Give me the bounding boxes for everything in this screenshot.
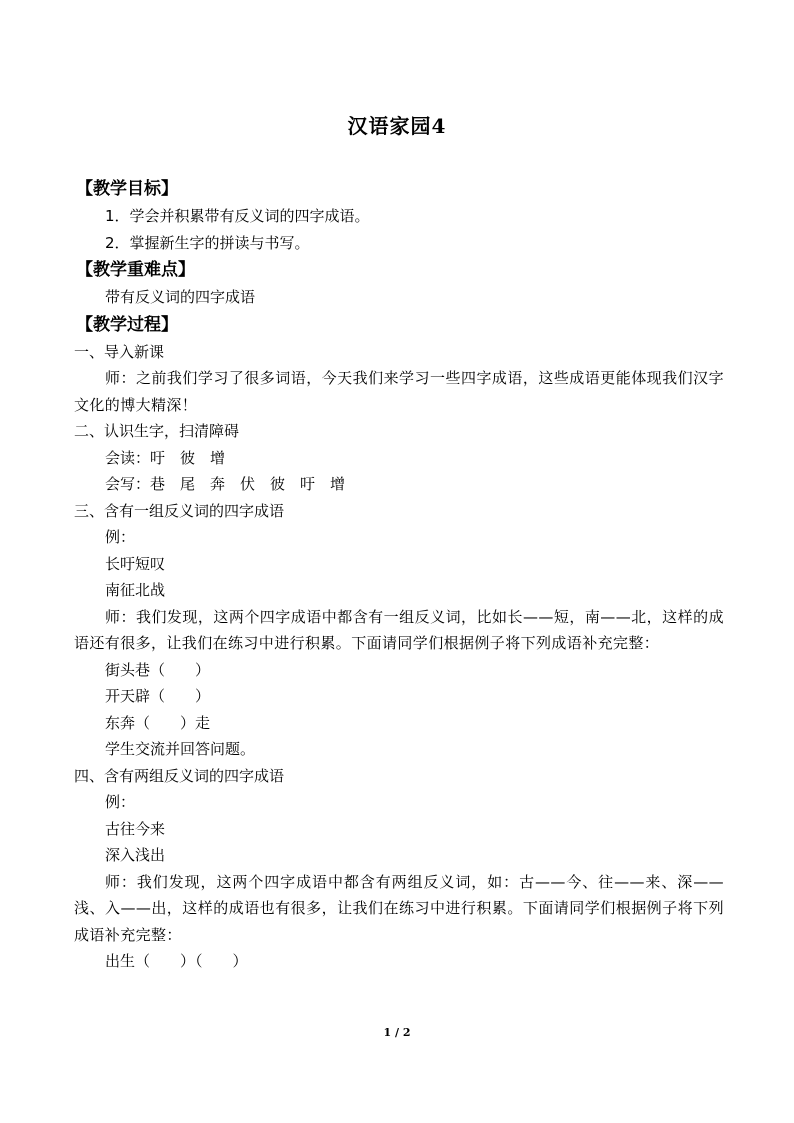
part3-example-2: 南征北战 — [105, 581, 166, 599]
part3-note: 学生交流并回答问题。 — [105, 740, 256, 758]
key-points-heading: 【教学重难点】 — [76, 260, 195, 280]
goals-heading: 【教学目标】 — [76, 179, 178, 199]
part3-exercise-1: 街头巷（ ） — [105, 660, 211, 679]
part3-heading: 三、含有一组反义词的四字成语 — [74, 501, 285, 520]
key-points-text: 带有反义词的四字成语 — [105, 288, 256, 306]
part3-exercise-3: 东奔（ ）走 — [105, 713, 211, 732]
part1-heading: 一、导入新课 — [74, 342, 165, 361]
part4-heading: 四、含有两组反义词的四字成语 — [74, 766, 285, 785]
document-body — [74, 175, 724, 975]
part3-example-label: 例： — [105, 528, 136, 546]
part3-example-1: 长吁短叹 — [105, 554, 166, 573]
part2-write-list: 会写：巷 尾 奔 伏 彼 吁 增 — [105, 475, 346, 493]
part1-paragraph: 师：之前我们学习了很多词语，今天我们来学习一些四字成语，这些成语更能体现我们汉字文化的博大精深！ — [74, 369, 724, 414]
part3-paragraph: 师：我们发现，这两个四字成语中都含有一组反义词，比如长——短，南——北，这样的成语还有很多，让我们在练习中进行积累。下面请同学们根据例子将下列成语补充完整： — [74, 607, 724, 652]
part3-exercise-2: 开天辟（ ） — [105, 687, 211, 705]
process-heading: 【教学过程】 — [76, 314, 178, 335]
part4-example-label: 例： — [105, 793, 136, 811]
document-title: 汉语家园4 — [347, 114, 447, 138]
part2-heading: 二、认识生字，扫清障碍 — [74, 422, 240, 440]
goal-item-1: 1．学会并积累带有反义词的四字成语。 — [105, 207, 370, 225]
page-number: 1 / 2 — [383, 1026, 411, 1039]
part4-example-1: 古往今来 — [105, 819, 166, 838]
part4-example-2: 深入浅出 — [105, 846, 166, 864]
part4-exercise-1: 出生（ ）（ ） — [105, 952, 248, 970]
part4-paragraph: 师：我们发现，这两个四字成语中都含有两组反义词，如：古——今、往——来、深——浅、入——出，这样的成语也有很多，让我们在练习中进行积累。下面请同学们根据例子将下列成语补充完整： — [74, 872, 724, 944]
part2-read-list: 会读：吁 彼 增 — [105, 448, 226, 467]
goal-item-2: 2．掌握新生字的拼读与书写。 — [105, 233, 310, 252]
